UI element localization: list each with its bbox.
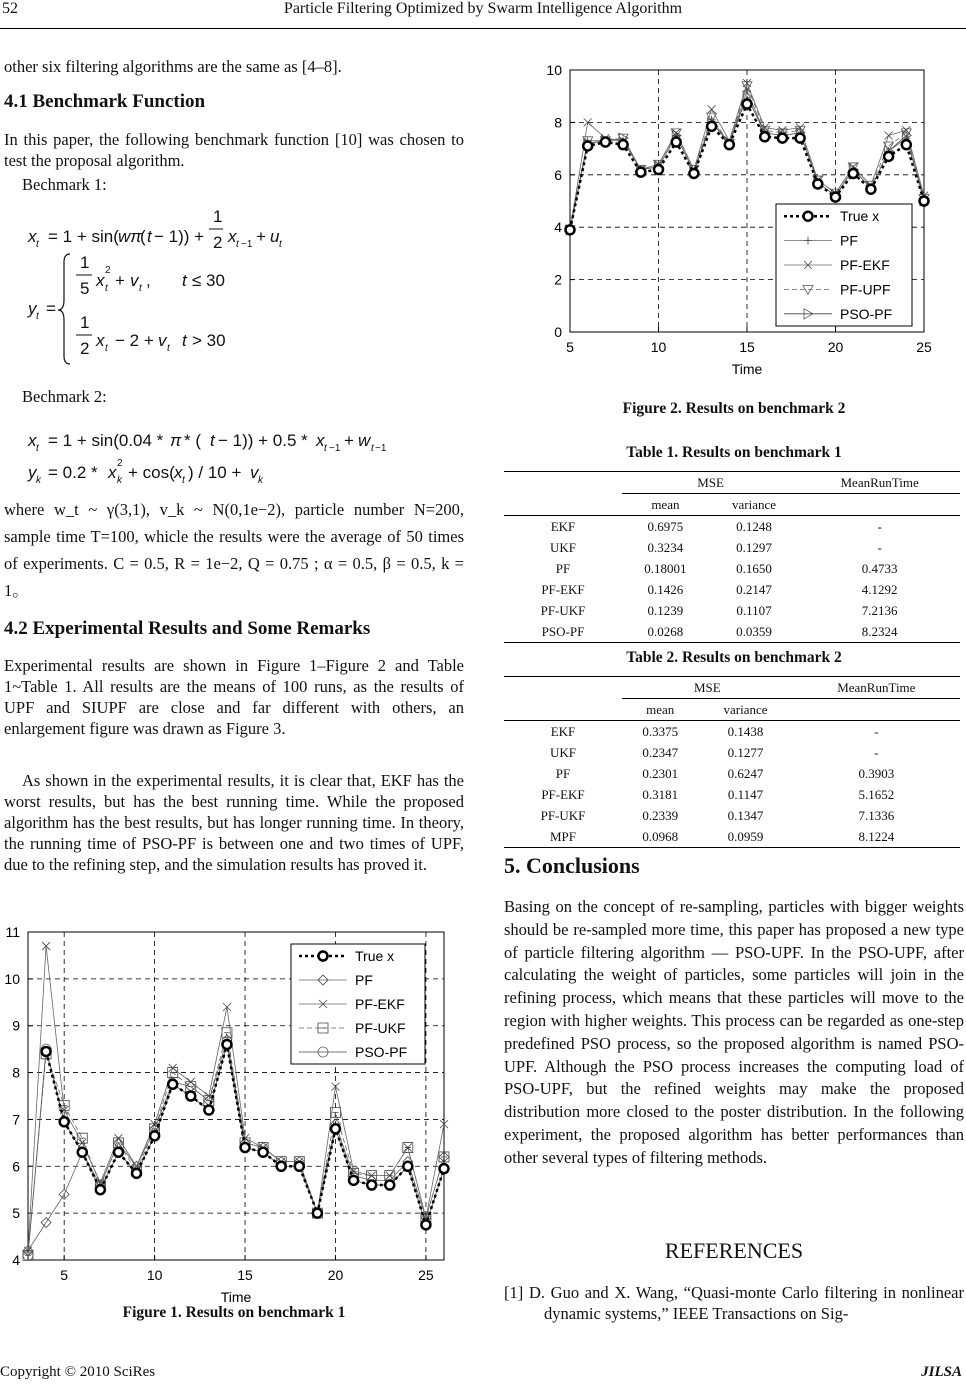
svg-text:2: 2 xyxy=(80,339,90,358)
data-point xyxy=(114,1148,123,1157)
table-1-cell: PSO-PF xyxy=(504,621,622,643)
y-tick-label: 6 xyxy=(12,1158,20,1175)
x-tick-label: 10 xyxy=(650,339,667,355)
svg-text:−1: −1 xyxy=(375,443,387,454)
y-tick-label: 9 xyxy=(12,1017,20,1034)
svg-text:t: t xyxy=(167,343,170,354)
table-2-row xyxy=(504,784,960,805)
series-line xyxy=(28,1044,444,1255)
table-1-caption: Table 1. Results on benchmark 1 xyxy=(626,444,842,461)
y-tick-label: 4 xyxy=(12,1252,20,1268)
table-1-cell: 0.1107 xyxy=(736,603,772,618)
page-number: 52 xyxy=(2,0,18,17)
data-point xyxy=(708,105,716,113)
table-1-cell: 0.0268 xyxy=(622,621,709,643)
x-tick-label: 25 xyxy=(916,339,932,355)
table-1-cell: 4.1292 xyxy=(861,582,898,597)
table-2-cell: 7.1336 xyxy=(858,808,895,823)
table-2-cell: 0.1438 xyxy=(727,724,764,739)
data-point xyxy=(96,1185,105,1194)
table-2-row xyxy=(504,721,960,743)
data-point xyxy=(849,169,858,178)
svg-text:> 30: > 30 xyxy=(192,331,226,350)
figure-2-caption: Figure 2. Results on benchmark 2 xyxy=(622,400,846,417)
svg-text:t: t xyxy=(36,311,39,322)
y-tick-label: 7 xyxy=(12,1111,20,1128)
y-tick-label: 10 xyxy=(4,970,20,987)
table-1-cell: 0.0359 xyxy=(709,621,799,643)
svg-text:2: 2 xyxy=(213,233,223,252)
table-1-cell: PF-EKF xyxy=(541,582,585,597)
legend-label: PF xyxy=(840,232,858,249)
fig2-legend xyxy=(776,204,912,326)
table-1-mse-header: MSE xyxy=(622,472,799,494)
table-2-cell: 0.2339 xyxy=(642,808,679,823)
table-2-cell: 0.0968 xyxy=(622,826,698,848)
data-point xyxy=(778,134,787,143)
data-point xyxy=(259,1148,268,1157)
svg-text:=: = xyxy=(46,299,56,318)
y-tick-label: 0 xyxy=(554,324,562,340)
data-point xyxy=(421,1220,430,1229)
table-2-variance-header: variance xyxy=(698,699,792,721)
y-tick-label: 8 xyxy=(554,114,562,131)
svg-text:+: + xyxy=(115,271,125,290)
table-2-cell: 0.2347 xyxy=(642,745,679,760)
table-2-cell: 0.3181 xyxy=(642,787,679,802)
svg-text:t: t xyxy=(279,239,282,250)
table-2-cell: PF-EKF xyxy=(541,787,585,802)
legend-label: True x xyxy=(840,208,880,225)
benchmark-2-equations xyxy=(20,424,460,488)
svg-text:x: x xyxy=(316,431,325,450)
table-2-cell: MPF xyxy=(504,826,622,848)
table-1-variance-header: variance xyxy=(709,494,799,516)
y-tick-label: 8 xyxy=(12,1064,20,1081)
data-point xyxy=(168,1080,177,1089)
table-2-row xyxy=(504,742,960,763)
svg-text:t: t xyxy=(36,443,39,454)
data-point xyxy=(813,179,822,188)
table-2-cell: UKF xyxy=(549,745,576,760)
table-1-row xyxy=(504,558,960,579)
table-1-cell: PF xyxy=(555,561,571,576)
svg-text:k: k xyxy=(36,475,41,486)
data-point xyxy=(831,193,840,202)
figure-2-chart xyxy=(504,56,964,380)
x-tick-label: 15 xyxy=(237,1267,253,1283)
section-5-title: 5. Conclusions xyxy=(504,853,640,878)
table-2-cell: 0.0959 xyxy=(698,826,792,848)
x-tick-label: 25 xyxy=(418,1267,434,1283)
svg-text:x: x xyxy=(228,227,237,246)
data-point xyxy=(403,1162,412,1171)
table-2-mean-header: mean xyxy=(622,699,698,721)
table-1-cell: 0.1426 xyxy=(647,582,684,597)
svg-text:v: v xyxy=(158,331,167,350)
svg-text:t: t xyxy=(210,431,215,450)
copyright: Copyright © 2010 SciRes xyxy=(0,1364,156,1380)
x-axis-label: Time xyxy=(220,1289,252,1305)
table-2 xyxy=(504,676,964,848)
svg-text:y: y xyxy=(28,299,37,318)
table-2-cell: EKF xyxy=(550,724,576,739)
series-pf xyxy=(23,1035,449,1256)
data-point xyxy=(42,1047,51,1056)
table-2-cell: - xyxy=(874,724,879,739)
table-2-cell: PF xyxy=(555,766,571,781)
data-point xyxy=(866,185,875,194)
reference-1: [1] D. Guo and X. Wang, “Quasi-monte Carlo filtering in nonlinear dynamic systems,” IEEE Transactions on Sig- xyxy=(504,1283,964,1323)
svg-text:,: , xyxy=(146,271,151,290)
table-1-cell: 0.1650 xyxy=(736,561,772,576)
data-point xyxy=(583,141,592,150)
svg-text:x: x xyxy=(96,271,105,290)
section-4-2-paragraph-2: As shown in the experimental results, it is clear that, EKF has the worst results, but has the best running time. While the proposed algorithm has the best results, but has longer running time. In theory, the running time of PSO-PF is between one and two times of UPF, due to the refining step, and the simulation results has proved it. xyxy=(4,771,464,874)
table-2-runtime-header: MeanRunTime xyxy=(793,677,960,699)
svg-text:v: v xyxy=(130,271,139,290)
table-2-cell: 0.2301 xyxy=(642,766,679,781)
table-2-caption: Table 2. Results on benchmark 2 xyxy=(626,649,842,666)
table-1-row xyxy=(504,579,960,600)
svg-text:x: x xyxy=(174,463,183,482)
y-tick-label: 10 xyxy=(546,62,562,78)
svg-text:t: t xyxy=(105,283,108,294)
table-1-cell: 0.3234 xyxy=(647,540,684,555)
x-tick-label: 5 xyxy=(566,339,574,355)
table-2-cell: 0.1347 xyxy=(727,808,764,823)
legend-label: PSO-PF xyxy=(840,305,893,322)
legend-label: PF xyxy=(355,972,373,988)
table-1-runtime-header: MeanRunTime xyxy=(799,472,960,494)
table-2-cell: 0.3903 xyxy=(858,766,895,781)
table-2-cell: PF-UKF xyxy=(540,808,586,823)
svg-text:− 2 +: − 2 + xyxy=(115,331,154,350)
section-4-2-paragraph-1: Experimental results are shown in Figure 1–Figure 2 and Table 1~Table 1. All results are the means of 100 runs, as the results of UPF and SIUPF are close and far different with others, an enlargement figure was drawn as Figure 3. xyxy=(4,656,464,738)
table-1-cell: UKF xyxy=(549,540,576,555)
y-tick-label: 11 xyxy=(5,924,20,940)
table-1-row xyxy=(504,621,960,643)
svg-text:) / 10 +: ) / 10 + xyxy=(188,463,242,482)
data-point xyxy=(760,132,769,141)
section-4-2-title: 4.2 Experimental Results and Some Remarks xyxy=(4,618,371,639)
svg-text:t: t xyxy=(182,475,185,486)
svg-text:− 1)) + 0.5 *: − 1)) + 0.5 * xyxy=(218,431,308,450)
y-tick-label: 6 xyxy=(554,166,562,183)
svg-text:1: 1 xyxy=(213,207,223,226)
table-2-row xyxy=(504,763,960,784)
table-1-cell: 0.1239 xyxy=(647,603,684,618)
svg-text:= 1 + sin(: = 1 + sin( xyxy=(48,227,119,246)
x-tick-label: 10 xyxy=(146,1267,163,1283)
svg-text:(: ( xyxy=(140,227,146,246)
table-1-cell: 0.6975 xyxy=(647,519,684,534)
svg-text:* (: * ( xyxy=(184,431,201,450)
data-point xyxy=(902,140,911,149)
data-point xyxy=(796,134,805,143)
data-point xyxy=(77,1133,87,1143)
svg-text:w: w xyxy=(358,431,371,450)
svg-text:wπ: wπ xyxy=(118,227,142,246)
table-1-cell: - xyxy=(877,519,882,534)
running-title: Particle Filtering Optimized by Swarm Intelligence Algorithm xyxy=(283,0,683,17)
data-point xyxy=(313,1209,322,1218)
benchmark-1-label: Bechmark 1: xyxy=(22,175,107,194)
svg-text:x: x xyxy=(28,227,37,246)
data-point xyxy=(295,1162,304,1171)
table-2-cell: 0.1147 xyxy=(727,787,764,802)
svg-text:t: t xyxy=(324,443,327,454)
data-point xyxy=(885,132,893,140)
table-1-cell: 0.1297 xyxy=(736,540,772,555)
svg-text:−1: −1 xyxy=(329,443,341,454)
table-1-cell: 0.1248 xyxy=(736,519,772,534)
data-point xyxy=(566,225,575,234)
header-rule xyxy=(0,28,966,29)
data-point xyxy=(367,1181,376,1190)
references-title: REFERENCES xyxy=(664,1238,804,1263)
svg-text:2: 2 xyxy=(105,265,111,276)
legend-label: PF-EKF xyxy=(840,257,890,273)
legend-label: PF-EKF xyxy=(355,996,405,1012)
section-4-1-title: 4.1 Benchmark Function xyxy=(4,91,206,112)
table-1-cell: - xyxy=(877,540,882,555)
series-line xyxy=(28,1033,444,1256)
y-tick-label: 5 xyxy=(12,1205,20,1222)
svg-text:x: x xyxy=(108,463,117,482)
data-point xyxy=(707,122,716,131)
x-tick-label: 15 xyxy=(739,339,755,355)
svg-text:1: 1 xyxy=(80,253,90,272)
svg-text:−1: −1 xyxy=(241,239,253,250)
section-4-1-paragraph: In this paper, the following benchmark function [10] was chosen to test the proposal algorithm. xyxy=(4,130,464,170)
figure-1-chart xyxy=(0,918,466,1305)
table-1-cell: PF-UKF xyxy=(540,603,586,618)
table-1-row xyxy=(504,516,960,538)
svg-text:t: t xyxy=(36,239,39,250)
table-1-row xyxy=(504,537,960,558)
svg-text:π: π xyxy=(170,431,182,450)
data-point xyxy=(78,1148,87,1157)
table-1 xyxy=(504,471,964,643)
data-point xyxy=(331,1124,340,1133)
svg-text:u: u xyxy=(270,227,280,246)
svg-text:t: t xyxy=(147,227,152,246)
data-point xyxy=(619,140,628,149)
parameters-paragraph: where w_t ~ γ(3,1), v_k ~ N(0,1e−2), particle number N=200, sample time T=100, whicle the results were the average of 50 times of experiments. C = 0.5, R = 1e−2, Q = 0.75 ; α = 0.5, β = 0.5, k = 1。 xyxy=(4,500,464,600)
table-2-row xyxy=(504,805,960,826)
data-point xyxy=(725,140,734,149)
svg-text:+: + xyxy=(256,227,266,246)
legend-label: True x xyxy=(355,948,395,964)
data-point xyxy=(884,152,893,161)
table-1-cell: 0.4733 xyxy=(861,561,898,576)
data-point xyxy=(672,138,681,147)
benchmark-1-equations xyxy=(20,196,320,366)
data-point xyxy=(654,165,663,174)
table-1-cell: 0.2147 xyxy=(736,582,772,597)
svg-text:+: + xyxy=(344,431,354,450)
y-tick-label: 4 xyxy=(554,219,562,236)
x-tick-label: 5 xyxy=(60,1267,69,1283)
svg-text:x: x xyxy=(28,431,37,450)
svg-text:t: t xyxy=(371,443,374,454)
data-point xyxy=(222,1040,231,1049)
svg-text:v: v xyxy=(250,463,259,482)
svg-text:k: k xyxy=(117,475,122,486)
data-point xyxy=(636,168,645,177)
data-point xyxy=(920,197,929,206)
table-1-cell: 8.2324 xyxy=(799,621,960,643)
table-2-cell: 0.3375 xyxy=(642,724,679,739)
legend-label: PSO-PF xyxy=(355,1044,408,1060)
svg-text:− 1)) +: − 1)) + xyxy=(154,227,205,246)
table-1-cell: 7.2136 xyxy=(861,603,898,618)
svg-text:1: 1 xyxy=(80,313,90,332)
x-axis-label: Time xyxy=(731,361,763,377)
legend-marker xyxy=(319,952,328,961)
data-point xyxy=(743,100,752,109)
data-point xyxy=(241,1143,250,1152)
data-point xyxy=(204,1106,213,1115)
table-2-cell: 5.1652 xyxy=(858,787,895,802)
svg-text:2: 2 xyxy=(117,458,123,469)
journal-name: JILSA xyxy=(921,1364,962,1380)
data-point xyxy=(349,1176,358,1185)
svg-text:≤ 30: ≤ 30 xyxy=(192,271,225,290)
table-1-row xyxy=(504,600,960,621)
data-point xyxy=(150,1131,159,1140)
table-2-cell: 8.1224 xyxy=(793,826,960,848)
table-2-row xyxy=(504,826,960,848)
data-point xyxy=(601,138,610,147)
section-5-paragraph: Basing on the concept of re-sampling, particles with bigger weights should be re-sampled more time, this paper has proposed a new type of particle filtering algorithm — PSO-UPF. In the PSO-UPF, after calculating the weight of particles, some particles will join in the refining process, which means that these particles will move to the region with higher weights. This process can be regarded as one-step predefined PSO process, so the proposed algorithm is named PSO-UPF. Although the PSO process increases the computing load of PSO-UPF, but the refined weights may make the proposed distribution more closed to the poster distribution. In the following experiment, the proposed algorithm has better performances than other several types of filtering methods. xyxy=(504,897,964,1167)
data-point xyxy=(689,169,698,178)
table-1-cell: 0.18001 xyxy=(644,561,687,576)
data-point xyxy=(60,1117,69,1126)
svg-text:+ cos(: + cos( xyxy=(128,463,175,482)
table-2-cell: 0.1277 xyxy=(727,745,764,760)
legend-label: PF-UKF xyxy=(355,1020,406,1036)
figure-1-caption: Figure 1. Results on benchmark 1 xyxy=(122,1304,346,1321)
data-point xyxy=(277,1162,286,1171)
svg-text:t: t xyxy=(105,343,108,354)
table-2-mse-header: MSE xyxy=(622,677,793,699)
legend-label: PF-UPF xyxy=(840,281,891,298)
benchmark-2-label: Bechmark 2: xyxy=(22,387,107,406)
data-point xyxy=(385,1181,394,1190)
x-tick-label: 20 xyxy=(327,1267,344,1283)
svg-text:y: y xyxy=(28,463,37,482)
svg-text:t: t xyxy=(182,271,187,290)
intro-paragraph: other six filtering algorithms are the same as [4–8]. xyxy=(4,57,342,76)
svg-text:t: t xyxy=(182,331,187,350)
data-point xyxy=(132,1169,141,1178)
data-point xyxy=(186,1092,195,1101)
y-tick-label: 2 xyxy=(554,271,562,288)
table-1-mean-header: mean xyxy=(622,494,709,516)
legend-marker xyxy=(804,212,813,221)
fig1-legend xyxy=(291,944,425,1064)
x-tick-label: 20 xyxy=(827,339,844,355)
svg-text:t: t xyxy=(139,283,142,294)
table-2-cell: 0.6247 xyxy=(727,766,764,781)
svg-text:k: k xyxy=(258,475,263,486)
table-1-cell: EKF xyxy=(550,519,576,534)
table-2-cell: - xyxy=(874,745,879,760)
data-point xyxy=(440,1164,449,1173)
svg-text:= 0.2 *: = 0.2 * xyxy=(48,463,98,482)
svg-text:t: t xyxy=(236,239,239,250)
svg-text:= 1 + sin(0.04 *: = 1 + sin(0.04 * xyxy=(48,431,164,450)
svg-text:x: x xyxy=(96,331,105,350)
svg-text:5: 5 xyxy=(80,279,90,298)
